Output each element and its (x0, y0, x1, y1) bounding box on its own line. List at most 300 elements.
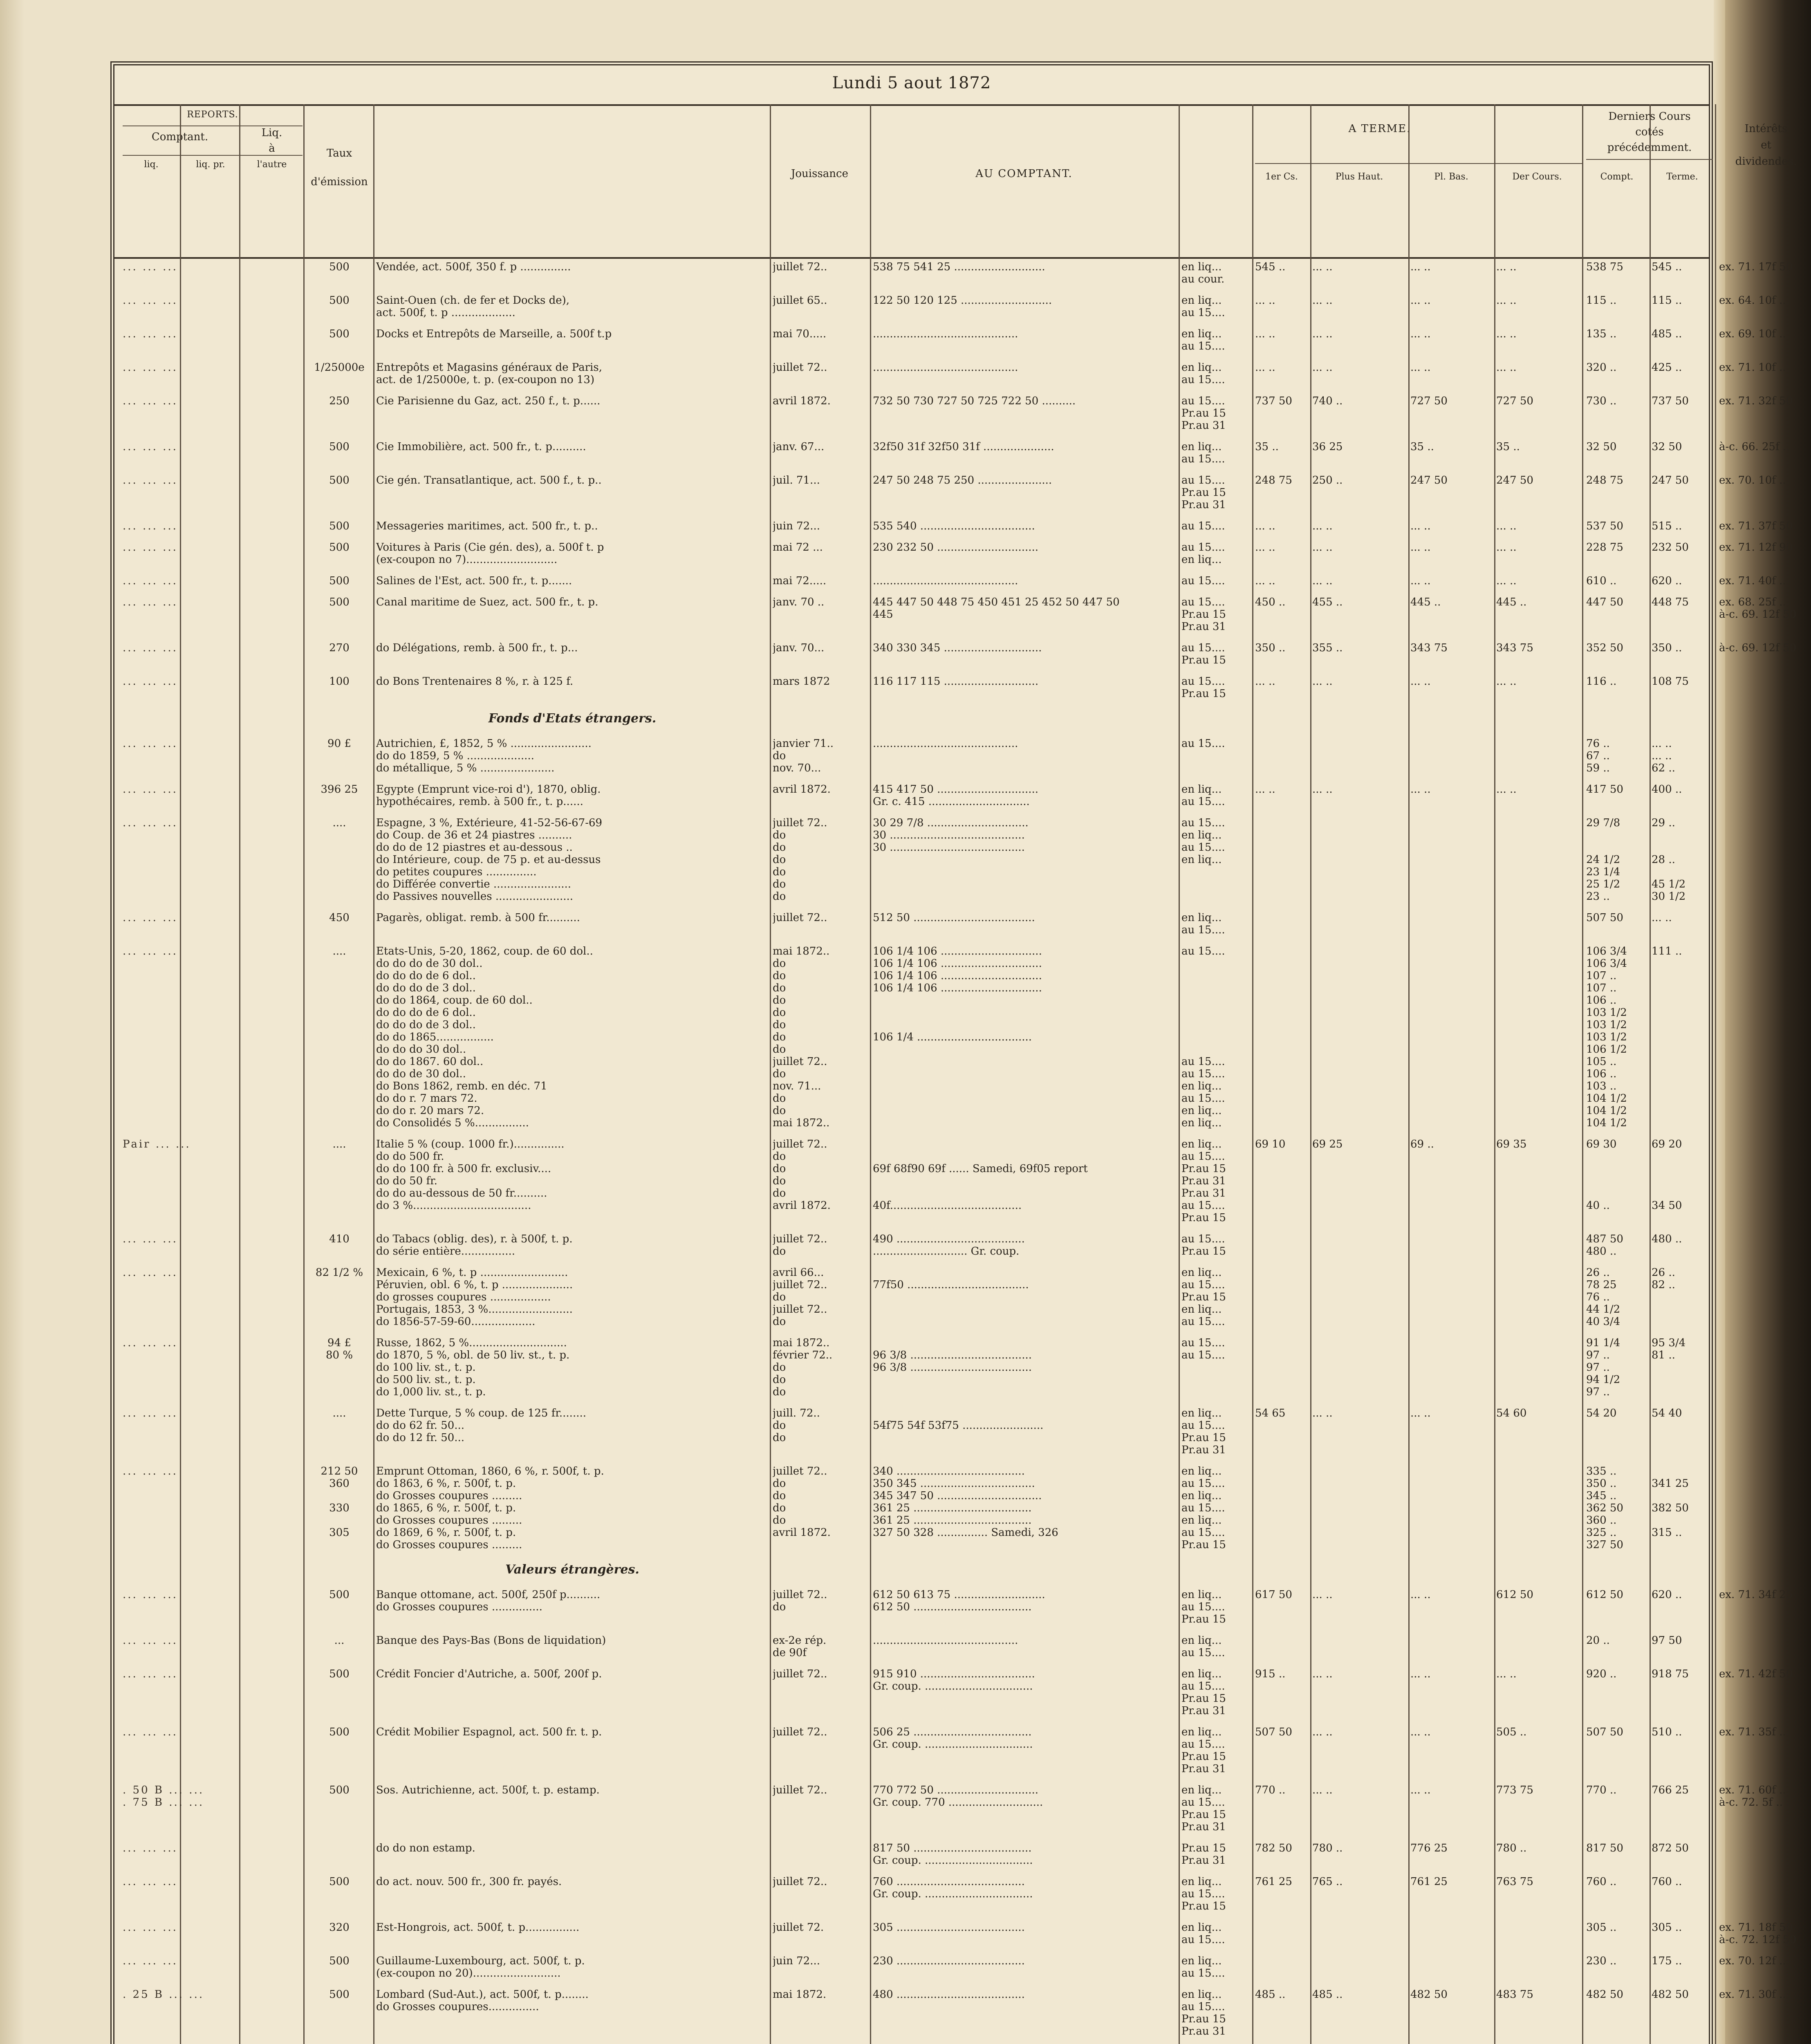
terme-label-cell: au 15.... (1181, 1738, 1225, 1750)
dernier-compt-cell: 23 .. (1586, 890, 1610, 903)
plus-haut-cell: ... .. (1312, 328, 1333, 340)
reports-cell: ... ... ... (123, 1407, 178, 1419)
taux-cell: 500 (329, 1784, 350, 1796)
jouissance-cell: juillet 72.. (773, 1876, 827, 1888)
security-name: do do 100 fr. à 500 fr. exclusiv.... (376, 1163, 551, 1175)
interets-cell: ex. 70. 10f .. (1719, 474, 1786, 486)
jouissance-cell: juillet 72.. (773, 1589, 827, 1601)
dernier-terme-cell: 872 50 (1652, 1842, 1689, 1854)
au-comptant-cell: 732 50 730 727 50 725 722 50 .......... (873, 395, 1076, 407)
header-t4: Der Cours. (1512, 172, 1562, 182)
taux-cell: .... (332, 1407, 346, 1419)
terme-label-cell: au cour. (1181, 273, 1225, 285)
terme-label-cell: au 15.... (1181, 1967, 1225, 1979)
dernier-terme-cell: 350 .. (1652, 642, 1682, 654)
dernier-compt-cell: 920 .. (1586, 1668, 1617, 1680)
jouissance-cell: do (773, 957, 786, 970)
security-name: do 1865, 6 %, r. 500f, t. p. (376, 1502, 516, 1514)
header-cotes: cotés (1635, 126, 1664, 138)
jouissance-cell: juillet 72.. (773, 1279, 827, 1291)
dernier-compt-cell: 345 .. (1586, 1490, 1617, 1502)
premier-cours-cell: 69 10 (1255, 1138, 1286, 1150)
reports-cell: ... ... ... (123, 783, 178, 796)
plus-haut-cell: ... .. (1312, 783, 1333, 796)
table-row (114, 737, 1709, 783)
au-comptant-cell: 512 50 .................................... (873, 912, 1035, 924)
dernier-cours-cell: 505 .. (1496, 1726, 1527, 1738)
dernier-compt-cell: 106 3/4 (1586, 957, 1627, 970)
table-row (114, 520, 1793, 541)
security-name: do do de 30 dol.. (376, 1068, 466, 1080)
terme-label-cell: en liq... (1181, 1490, 1222, 1502)
au-comptant-cell: 760 ...................................... (873, 1876, 1025, 1888)
jouissance-cell: mars 1872 (773, 675, 830, 688)
terme-label-cell: au 15.... (1181, 737, 1225, 750)
table-body (114, 258, 1797, 2044)
plus-haut-cell: 455 .. (1312, 596, 1343, 608)
table-row (114, 1233, 1709, 1266)
au-comptant-cell: 445 447 50 448 75 450 451 25 452 50 447 50 (873, 596, 1120, 608)
terme-label-cell: en liq... (1181, 1668, 1222, 1680)
dernier-cours-cell: 69 35 (1496, 1138, 1527, 1150)
reports-cell: ... ... ... (123, 1955, 178, 1967)
table-row (114, 783, 1709, 817)
terme-label-cell: au 15.... (1181, 395, 1225, 407)
dernier-terme-cell: 97 50 (1652, 1634, 1682, 1647)
terme-label-cell: au 15.... (1181, 1316, 1225, 1328)
terme-label-cell: Pr.au 15 (1181, 1291, 1226, 1303)
dernier-compt-cell: 25 1/2 (1586, 878, 1620, 890)
plus-haut-cell: ... .. (1312, 1407, 1333, 1419)
dernier-terme-cell: 382 50 (1652, 1502, 1689, 1514)
premier-cours-cell: 770 .. (1255, 1784, 1286, 1796)
au-comptant-cell: 30 29 7/8 .............................. (873, 817, 1029, 829)
terme-label-cell: en liq... (1181, 361, 1222, 374)
interets-cell: ex. 71. 60f .. (1719, 1784, 1786, 1796)
au-comptant-cell: ........................................... (873, 361, 1018, 374)
terme-label-cell: Pr.au 15 (1181, 654, 1226, 666)
security-name: do do non estamp. (376, 1842, 475, 1854)
dernier-compt-cell: 335 .. (1586, 1465, 1617, 1477)
premier-cours-cell: ... .. (1255, 328, 1275, 340)
jouissance-cell: juil. 71... (773, 474, 820, 486)
dernier-cours-cell: 35 .. (1496, 441, 1520, 453)
jouissance-cell: mai 1872.. (773, 1117, 830, 1129)
au-comptant-cell: 30 ........................................ (873, 829, 1025, 841)
header-t2: Plus Haut. (1335, 172, 1383, 182)
terme-label-cell: en liq... (1181, 1138, 1222, 1150)
dernier-cours-cell: ... .. (1496, 361, 1517, 374)
table-row (114, 1465, 1709, 1560)
au-comptant-cell: 770 772 50 .............................. (873, 1784, 1039, 1796)
dernier-cours-cell: 773 75 (1496, 1784, 1533, 1796)
dernier-compt-cell: 230 .. (1586, 1955, 1617, 1967)
header-sub-liqpr: liq. pr. (196, 159, 225, 170)
plus-bas-cell: 482 50 (1410, 1988, 1448, 2001)
security-name: Vendée, act. 500f, 350 f. p ............... (376, 261, 571, 273)
terme-label-cell: en liq... (1181, 1465, 1222, 1477)
dernier-compt-cell: 103 1/2 (1586, 1031, 1627, 1043)
interets-cell: ex. 69. 10f .. (1719, 328, 1786, 340)
jouissance-cell: juillet 72.. (773, 817, 827, 829)
dernier-terme-cell: 341 25 (1652, 1477, 1689, 1490)
dernier-terme-cell: 45 1/2 (1652, 878, 1686, 890)
taux-cell: 1/25000e (314, 361, 365, 374)
taux-cell: 500 (329, 575, 350, 587)
jouissance-cell: mai 1872.. (773, 945, 830, 957)
dernier-terme-cell: 482 50 (1652, 1988, 1689, 2001)
jouissance-cell: do (773, 1105, 786, 1117)
au-comptant-cell: 40f....................................... (873, 1199, 1022, 1212)
table-row (114, 575, 1786, 596)
jouissance-cell: do (773, 878, 786, 890)
au-comptant-cell: 361 25 ................................... (873, 1502, 1032, 1514)
terme-label-cell: Pr.au 15 (1181, 1692, 1226, 1705)
terme-label-cell: au 15.... (1181, 642, 1225, 654)
security-name: do 1,000 liv. st., t. p. (376, 1386, 486, 1398)
reports-cell: ... ... ... (123, 737, 178, 750)
premier-cours-cell: ... .. (1255, 361, 1275, 374)
jouissance-cell: do (773, 1361, 786, 1374)
table-header (114, 104, 1797, 259)
jouissance-cell: juillet 72.. (773, 1784, 827, 1796)
terme-label-cell: au 15.... (1181, 1337, 1225, 1349)
jouissance-cell: ex-2e rép. (773, 1634, 827, 1647)
jouissance-cell: juill. 72.. (773, 1407, 820, 1419)
security-name: Mexicain, 6 %, t. p .......................... (376, 1266, 568, 1279)
dernier-compt-cell: 760 .. (1586, 1876, 1617, 1888)
jouissance-cell: juillet 72.. (773, 261, 827, 273)
jouissance-cell: do (773, 829, 786, 841)
dernier-compt-cell: 69 30 (1586, 1138, 1617, 1150)
terme-label-cell: en liq... (1181, 912, 1222, 924)
security-name: Emprunt Ottoman, 1860, 6 %, r. 500f, t. p. (376, 1465, 604, 1477)
terme-label-cell: Pr.au 15 (1181, 486, 1226, 499)
plus-bas-cell: 445 .. (1410, 596, 1441, 608)
dernier-compt-cell: 106 1/2 (1586, 1043, 1627, 1056)
taux-cell: 500 (329, 1955, 350, 1967)
dernier-compt-cell: 106 .. (1586, 994, 1617, 1006)
plus-haut-cell: 69 25 (1312, 1138, 1343, 1150)
table-row (114, 1407, 1709, 1465)
dernier-terme-cell: 545 .. (1652, 261, 1682, 273)
security-name: do do r. 20 mars 72. (376, 1105, 484, 1117)
dernier-compt-cell: 78 25 (1586, 1279, 1617, 1291)
au-comptant-cell: 340 330 345 ............................. (873, 642, 1042, 654)
header-precedemment: précédemment. (1607, 141, 1692, 154)
security-name: Voitures à Paris (Cie gén. des), a. 500f t. p (376, 541, 604, 554)
jouissance-cell: mai 72..... (773, 575, 827, 587)
reports-cell: ... ... ... (123, 642, 178, 654)
jouissance-cell: do (773, 1291, 786, 1303)
security-name: Saint-Ouen (ch. de fer et Docks de), (376, 294, 570, 307)
taux-cell: 500 (329, 520, 350, 532)
dernier-cours-cell: ... .. (1496, 783, 1517, 796)
dernier-cours-cell: 612 50 (1496, 1589, 1533, 1601)
au-comptant-cell: 69f 68f90 69f ...... Samedi, 69f05 report (873, 1163, 1088, 1175)
terme-label-cell: au 15.... (1181, 1934, 1225, 1946)
security-name: Sos. Autrichienne, act. 500f, t. p. estamp. (376, 1784, 600, 1796)
jouissance-cell: nov. 71... (773, 1080, 821, 1092)
dernier-compt-cell: 507 50 (1586, 1726, 1623, 1738)
security-name: do do 1864, coup. de 60 dol.. (376, 994, 533, 1006)
jouissance-cell: do (773, 1502, 786, 1514)
terme-label-cell: Pr.au 15 (1181, 1245, 1226, 1257)
taux-cell: .... (332, 945, 346, 957)
plus-haut-cell: 36 25 (1312, 441, 1343, 453)
interets-cell: ex. 71. 30f .. (1719, 1988, 1786, 2001)
terme-label-cell: au 15.... (1181, 1233, 1225, 1245)
security-name: (ex-coupon no 20).......................... (376, 1967, 561, 1979)
security-name: do do au-dessous de 50 fr.......... (376, 1187, 547, 1199)
reports-cell: . 50 B ... ... (123, 1784, 204, 1796)
au-comptant-cell: 305 ...................................... (873, 1921, 1025, 1934)
reports-cell: ... ... ... (123, 817, 178, 829)
terme-label-cell: au 15.... (1181, 1068, 1225, 1080)
reports-cell: ... ... ... (123, 520, 178, 532)
interets-cell: ex. 71. 40f .. (1719, 575, 1786, 587)
terme-label-cell: au 15.... (1181, 453, 1225, 465)
reports-cell: ... ... ... (123, 1337, 178, 1349)
reports-cell: Pair ... ... (123, 1138, 191, 1150)
terme-label-cell: en liq... (1181, 1921, 1222, 1934)
reports-cell: ... ... ... (123, 1634, 178, 1647)
dernier-compt-cell: 91 1/4 (1586, 1337, 1620, 1349)
security-name: act. de 1/25000e, t. p. (ex-coupon no 13) (376, 374, 595, 386)
interets-cell: à-c. 72. 5f .. (1719, 1796, 1783, 1809)
security-name: do Grosses coupures ......... (376, 1490, 522, 1502)
dernier-terme-cell: 400 .. (1652, 783, 1682, 796)
table-row (114, 1988, 1786, 2044)
interets-cell: ex. 71. 42f 50 (1719, 1668, 1793, 1680)
jouissance-cell: do (773, 1092, 786, 1105)
table-row (114, 294, 1786, 328)
header-demission: d'émission (311, 176, 368, 188)
terme-label-cell: au 15.... (1181, 2001, 1225, 2013)
au-comptant-cell: 106 1/4 106 .............................. (873, 982, 1042, 994)
security-name: do Intérieure, coup. de 75 p. et au-dessus (376, 854, 601, 866)
jouissance-cell: mai 1872.. (773, 1337, 830, 1349)
terme-label-cell: en liq... (1181, 1988, 1222, 2001)
au-comptant-cell: 361 25 ................................... (873, 1514, 1032, 1526)
premier-cours-cell: 350 .. (1255, 642, 1286, 654)
header-t3: Pl. Bas. (1434, 172, 1468, 182)
interets-cell: ex. 71. 37f 50 (1719, 520, 1793, 532)
dernier-compt-cell: 24 1/2 (1586, 854, 1620, 866)
reports-cell: ... ... ... (123, 361, 178, 374)
security-name: hypothécaires, remb. à 500 fr., t. p...... (376, 796, 583, 808)
jouissance-cell: de 90f (773, 1647, 807, 1659)
taux-cell: 320 (329, 1921, 350, 1934)
security-name: Crédit Foncier d'Autriche, a. 500f, 200f p. (376, 1668, 602, 1680)
dernier-compt-cell: 76 .. (1586, 1291, 1610, 1303)
taux-cell: 450 (329, 912, 350, 924)
au-comptant-cell: 327 50 328 ............... Samedi, 326 (873, 1526, 1058, 1539)
terme-label-cell: en liq... (1181, 783, 1222, 796)
security-name: Cie Parisienne du Gaz, act. 250 f., t. p...... (376, 395, 601, 407)
premier-cours-cell: 450 .. (1255, 596, 1286, 608)
dernier-terme-cell: 305 .. (1652, 1921, 1682, 1934)
terme-label-cell: en liq... (1181, 554, 1222, 566)
dernier-compt-cell: 612 50 (1586, 1589, 1623, 1601)
table-row (114, 1266, 1709, 1337)
dernier-compt-cell: 507 50 (1586, 912, 1623, 924)
security-name: do 100 liv. st., t. p. (376, 1361, 476, 1374)
plus-haut-cell: 355 .. (1312, 642, 1343, 654)
dernier-compt-cell: 417 50 (1586, 783, 1623, 796)
jouissance-cell: avril 1872. (773, 783, 831, 796)
taux-cell: 80 % (325, 1349, 353, 1361)
reports-cell: . 75 B ... ... (123, 1796, 204, 1809)
jouissance-cell: juillet 72.. (773, 1138, 827, 1150)
security-name: Egypte (Emprunt vice-roi d'), 1870, oblig. (376, 783, 601, 796)
security-name: Pagarès, obligat. remb. à 500 fr.......... (376, 912, 580, 924)
dernier-cours-cell: ... .. (1496, 675, 1517, 688)
dernier-compt-cell: 107 .. (1586, 970, 1617, 982)
premier-cours-cell: 507 50 (1255, 1726, 1292, 1738)
terme-label-cell: en liq... (1181, 1955, 1222, 1967)
dernier-compt-cell: 26 .. (1586, 1266, 1610, 1279)
table-row (114, 817, 1709, 912)
jouissance-cell: do (773, 1316, 786, 1328)
dernier-compt-cell: 67 .. (1586, 750, 1610, 762)
terme-label-cell: Pr.au 15 (1181, 1900, 1226, 1912)
jouissance-cell: do (773, 1187, 786, 1199)
security-name: do do do de 6 dol.. (376, 970, 476, 982)
terme-label-cell: Pr.au 15 (1181, 1212, 1226, 1224)
jouissance-cell: juillet 72.. (773, 361, 827, 374)
security-name: do do do de 3 dol.. (376, 1019, 476, 1031)
plus-bas-cell: ... .. (1410, 675, 1431, 688)
interets-cell: à-c. 72. 12f 50 (1719, 1934, 1797, 1946)
jouissance-cell: do (773, 1374, 786, 1386)
au-comptant-cell: Gr. coup. ................................ (873, 1738, 1033, 1750)
dernier-cours-cell: 780 .. (1496, 1842, 1527, 1854)
terme-label-cell: au 15.... (1181, 1526, 1225, 1539)
price-sheet (110, 61, 1797, 2044)
dernier-terme-cell: 95 3/4 (1652, 1337, 1686, 1349)
au-comptant-cell: Gr. coup. ................................ (873, 1888, 1033, 1900)
jouissance-cell: do (773, 1043, 786, 1056)
dernier-terme-cell: ... .. (1652, 737, 1672, 750)
security-name: Entrepôts et Magasins généraux de Paris, (376, 361, 602, 374)
security-name: do do 1859, 5 % .................... (376, 750, 534, 762)
taux-cell: 94 £ (327, 1337, 351, 1349)
dernier-compt-cell: 104 1/2 (1586, 1117, 1627, 1129)
terme-label-cell: en liq... (1181, 1117, 1222, 1129)
au-comptant-cell: 480 ...................................... (873, 1988, 1025, 2001)
terme-label-cell: Pr.au 31 (1181, 1763, 1226, 1775)
taux-cell: 500 (329, 328, 350, 340)
plus-haut-cell: ... .. (1312, 361, 1333, 374)
dernier-compt-cell: 97 .. (1586, 1386, 1610, 1398)
terme-label-cell: en liq... (1181, 854, 1222, 866)
table-row (114, 1726, 1786, 1784)
terme-label-cell: Pr.au 31 (1181, 419, 1226, 432)
interets-cell: ex. 68. 25f .. (1719, 596, 1786, 608)
reports-cell: ... ... ... (123, 1876, 178, 1888)
reports-cell: ... ... ... (123, 1589, 178, 1601)
terme-label-cell: en liq... (1181, 1105, 1222, 1117)
taux-cell: 500 (329, 541, 350, 554)
security-name: do Grosses coupures ......... (376, 1539, 522, 1551)
security-name: do do do de 30 dol.. (376, 957, 483, 970)
header-taux: Taux (326, 147, 352, 159)
page-gutter-shade (0, 0, 25, 2044)
jouissance-cell: do (773, 1175, 786, 1187)
dernier-compt-cell: 305 .. (1586, 1921, 1617, 1934)
table-row (114, 474, 1786, 520)
dernier-terme-cell: 175 .. (1652, 1955, 1682, 1967)
jouissance-cell: do (773, 1601, 786, 1613)
header-dividendes: dividendes. (1735, 155, 1797, 168)
header-et: et (1761, 139, 1771, 151)
jouissance-cell: do (773, 1514, 786, 1526)
dernier-compt-cell: 362 50 (1586, 1502, 1623, 1514)
plus-haut-cell: ... .. (1312, 1589, 1333, 1601)
jouissance-cell: janv. 67... (773, 441, 825, 453)
terme-label-cell: Pr.au 31 (1181, 499, 1226, 511)
dernier-compt-cell: 325 .. (1586, 1526, 1617, 1539)
au-comptant-cell: 106 1/4 106 .............................. (873, 970, 1042, 982)
taux-cell: ... (334, 1634, 345, 1647)
jouissance-cell: avril 1872. (773, 1526, 831, 1539)
au-comptant-cell: 77f50 .................................... (873, 1279, 1029, 1291)
dernier-compt-cell: 327 50 (1586, 1539, 1623, 1551)
au-comptant-cell: 116 117 115 ............................ (873, 675, 1039, 688)
header-jouissance: Jouissance (791, 168, 849, 180)
dernier-compt-cell: 105 .. (1586, 1056, 1617, 1068)
dernier-compt-cell: 817 50 (1586, 1842, 1623, 1854)
terme-label-cell: Pr.au 31 (1181, 1187, 1226, 1199)
terme-label-cell: Pr.au 31 (1181, 1175, 1226, 1187)
premier-cours-cell: 915 .. (1255, 1668, 1286, 1680)
dernier-compt-cell: 94 1/2 (1586, 1374, 1620, 1386)
dernier-compt-cell: 29 7/8 (1586, 817, 1620, 829)
terme-label-cell: en liq... (1181, 441, 1222, 453)
dernier-cours-cell: 445 .. (1496, 596, 1527, 608)
header-sub-autre: l'autre (257, 159, 287, 170)
jouissance-cell: do (773, 1490, 786, 1502)
premier-cours-cell: 54 65 (1255, 1407, 1286, 1419)
plus-haut-cell: 250 .. (1312, 474, 1343, 486)
header-derniers: Derniers Cours (1608, 110, 1691, 123)
terme-label-cell: au 15.... (1181, 374, 1225, 386)
security-name: do grosses coupures .................. (376, 1291, 551, 1303)
dernier-terme-cell: 115 .. (1652, 294, 1682, 307)
reports-cell: ... ... ... (123, 328, 178, 340)
dernier-terme-cell: 26 .. (1652, 1266, 1675, 1279)
dernier-cours-cell: ... .. (1496, 575, 1517, 587)
reports-cell: ... ... ... (123, 1266, 178, 1279)
dernier-compt-cell: 320 .. (1586, 361, 1617, 374)
premier-cours-cell: 485 .. (1255, 1988, 1286, 2001)
dernier-cours-cell: 727 50 (1496, 395, 1533, 407)
security-name: do 1856-57-59-60................... (376, 1316, 536, 1328)
jouissance-cell: juillet 72.. (773, 1233, 827, 1245)
terme-label-cell: au 15.... (1181, 1199, 1225, 1212)
interets-cell: ex. 71. 17f 50 (1719, 261, 1793, 273)
dernier-cours-cell: 483 75 (1496, 1988, 1533, 2001)
security-name: do do 62 fr. 50... (376, 1419, 465, 1432)
dernier-compt-cell: 104 1/2 (1586, 1105, 1627, 1117)
au-comptant-cell: 54f75 54f 53f75 ........................ (873, 1419, 1044, 1432)
premier-cours-cell: 35 .. (1255, 441, 1279, 453)
security-name: do act. nouv. 500 fr., 300 fr. payés. (376, 1876, 562, 1888)
dernier-compt-cell: 487 50 (1586, 1233, 1623, 1245)
dernier-compt-cell: 115 .. (1586, 294, 1617, 307)
jouissance-cell: avril 66... (773, 1266, 824, 1279)
